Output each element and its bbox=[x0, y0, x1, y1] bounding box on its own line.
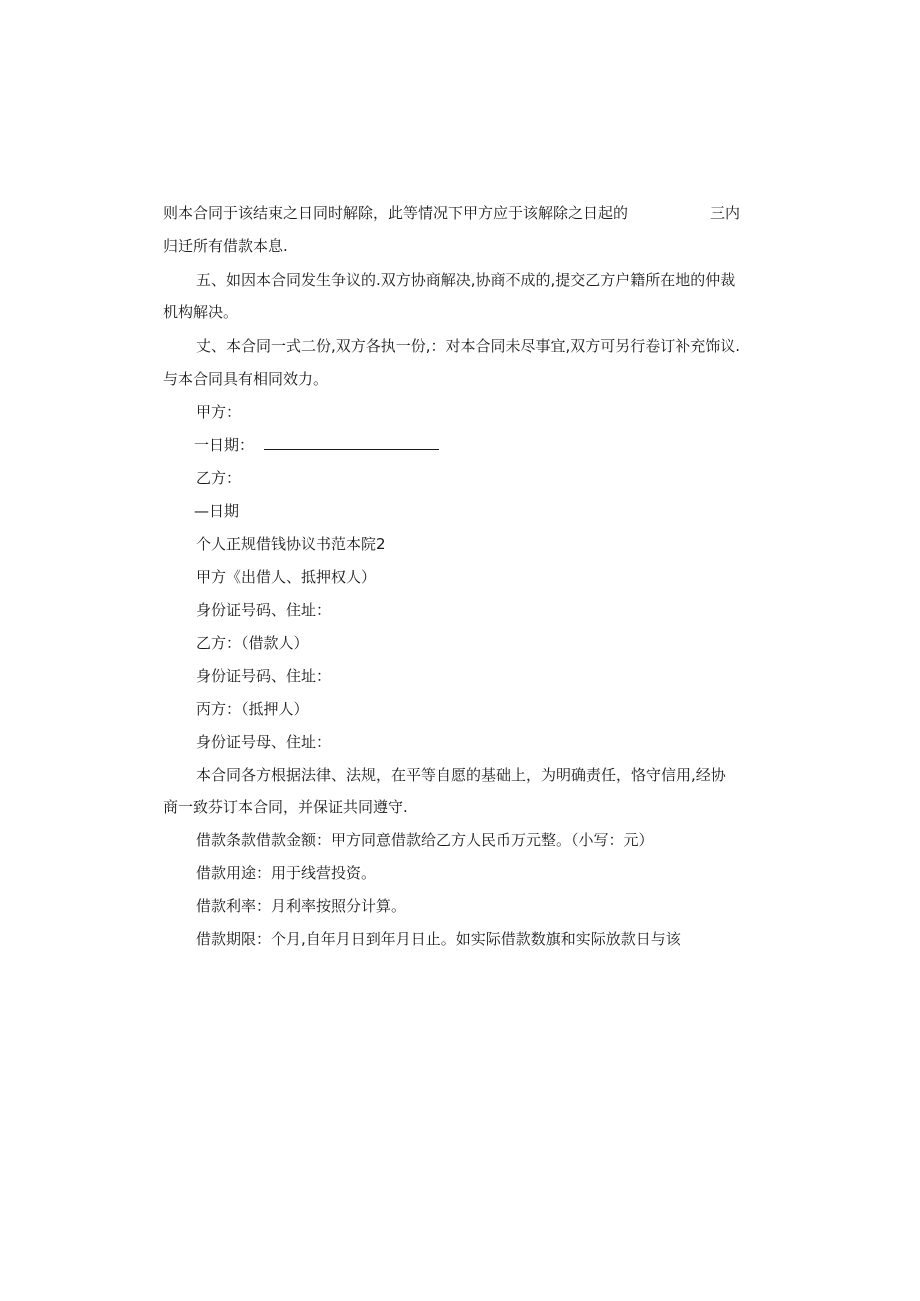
paragraph-line: 则本合同于该结束之日同时解除，此等情况下甲方应于该解除之日起的 bbox=[163, 204, 629, 222]
party-a-label: 甲方： bbox=[196, 403, 242, 421]
paragraph-line-tail: 三内 bbox=[710, 204, 741, 222]
loan-amount-clause: 借款条款借款金额：甲方同意借款给乙方人民币万元整。（小写：元） bbox=[196, 831, 654, 849]
mortgagor-label: 丙方：（抵押人） bbox=[196, 700, 309, 718]
intro-line: 商一致芬订本合同，并保证共同遵守. bbox=[163, 798, 408, 816]
date-b-label: —日期 bbox=[194, 502, 240, 520]
date-a-blank bbox=[264, 435, 439, 450]
clause-five-line: 机构解决。 bbox=[163, 303, 239, 321]
date-a-label: 一日期： bbox=[194, 436, 255, 454]
borrower-label: 乙方：（借款人） bbox=[196, 634, 309, 652]
paragraph-line: 归迁所有借款本息. bbox=[163, 237, 288, 255]
document-title: 个人正规借钱协议书范本院2 bbox=[196, 535, 386, 553]
clause-six-line: 丈、本合同一式二份,双方各执一份,：对本合同未尽事宜,双方可另行卷订补充饰议. bbox=[196, 337, 741, 355]
loan-term-clause: 借款期限：个月,自年月日到年月日止。如实际借款数旗和实际放款日与该 bbox=[196, 930, 681, 948]
clause-six-line: 与本合同具有相同效力。 bbox=[163, 370, 329, 388]
clause-five-line: 五、如因本合同发生争议的.双方协商解决,协商不成的,提交乙方户籍所在地的仲裁 bbox=[196, 271, 736, 289]
date-a-row bbox=[194, 435, 439, 455]
intro-line: 本合同各方根据法律、法规，在平等自愿的基础上，为明确责任，恪守信用,经协 bbox=[196, 766, 726, 784]
loan-rate-clause: 借款利率：月利率按照分计算。 bbox=[196, 897, 407, 915]
borrower-id-label: 身份证号码、住址： bbox=[196, 667, 332, 685]
party-b-label: 乙方： bbox=[196, 469, 242, 487]
lender-id-label: 身份证号码、住址： bbox=[196, 601, 332, 619]
mortgagor-id-label: 身份证号母、住址： bbox=[196, 733, 332, 751]
lender-label: 甲方《出借人、抵押权人） bbox=[196, 568, 377, 586]
loan-purpose-clause: 借款用途：用于线营投资。 bbox=[196, 864, 377, 882]
